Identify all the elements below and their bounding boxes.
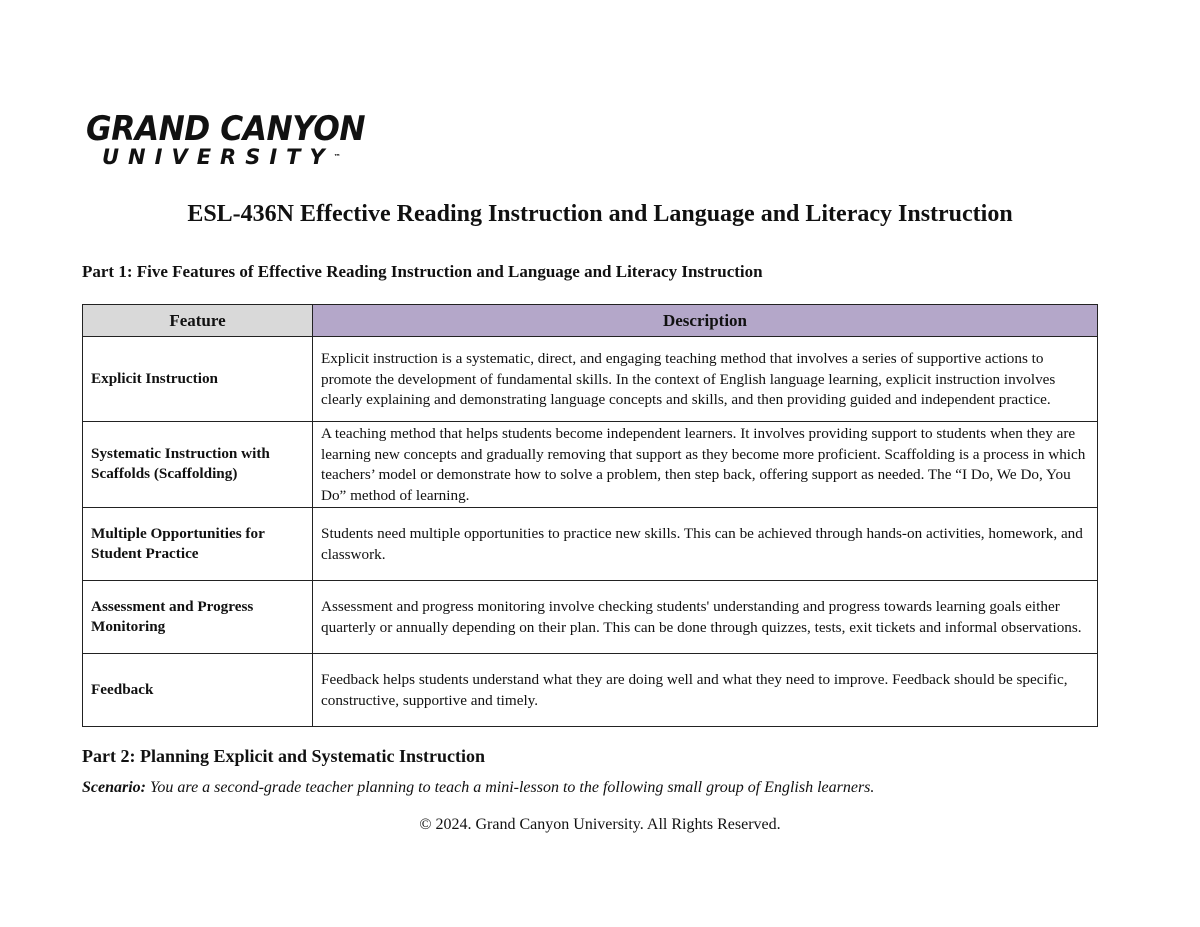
logo-wordmark-line2 xyxy=(102,146,356,168)
university-logo xyxy=(86,109,366,169)
table-row xyxy=(83,422,1098,508)
description-cell: Explicit instruction is a systematic, direct, and engaging teaching method that involves a series of supportive actions to promote the development of fundamental skills. In the context of English language learning, explicit instruction involves clearly explaining and demonstrating language concepts and skills, and then providing guided and independent practice. xyxy=(313,337,1098,422)
features-table xyxy=(82,304,1098,727)
part1-heading: Part 1: Five Features of Effective Reading Instruction and Language and Literacy Instruction xyxy=(82,262,763,281)
header-feature: Feature xyxy=(83,305,313,337)
description-cell: Assessment and progress monitoring involve checking students' understanding and progress towards learning goals either quarterly or annually depending on their plan. This can be done through quizzes, tests, exit tickets and informal observations. xyxy=(313,580,1098,653)
feature-cell: Multiple Opportunities for Student Practice xyxy=(83,507,313,580)
feature-cell: Feedback xyxy=(83,653,313,726)
logo-wordmark-line1: GRAND CANYON xyxy=(86,109,366,149)
copyright-footer: © 2024. Grand Canyon University. All Rights Reserved. xyxy=(419,816,781,833)
description-cell: A teaching method that helps students become independent learners. It involves providing support to students when they are learning new concepts and gradually removing that support as they become more proficient. Scaffolding is a process in which teachers’ model or demonstrate how to solve a problem, then step back, offering support as needed. The “I Do, We Do, You Do” method of learning. xyxy=(313,422,1098,508)
description-cell: Feedback helps students understand what they are doing well and what they need to improve. Feedback should be specific, constructive, supportive and timely. xyxy=(313,653,1098,726)
document-title: ESL-436N Effective Reading Instruction and Language and Literacy Instruction xyxy=(187,201,1013,227)
logo-trademark: ™ xyxy=(333,153,341,161)
scenario-label: Scenario: xyxy=(82,779,146,796)
table-row xyxy=(83,507,1098,580)
logo-wordmark-university: UNIVERSITY xyxy=(102,145,334,169)
scenario-paragraph xyxy=(82,777,874,799)
part2-heading: Part 2: Planning Explicit and Systematic Instruction xyxy=(82,746,486,766)
header-description: Description xyxy=(313,305,1098,337)
feature-cell: Explicit Instruction xyxy=(83,337,313,422)
description-cell: Students need multiple opportunities to practice new skills. This can be achieved through hands-on activities, homework, and classwork. xyxy=(313,507,1098,580)
table-row xyxy=(83,337,1098,422)
feature-cell: Systematic Instruction with Scaffolds (Scaffolding) xyxy=(83,422,313,508)
table-row xyxy=(83,653,1098,726)
table-header-row xyxy=(83,305,1098,337)
table-row xyxy=(83,580,1098,653)
scenario-text: You are a second-grade teacher planning to teach a mini-lesson to the following small group of English learners. xyxy=(146,779,875,796)
feature-cell: Assessment and Progress Monitoring xyxy=(83,580,313,653)
